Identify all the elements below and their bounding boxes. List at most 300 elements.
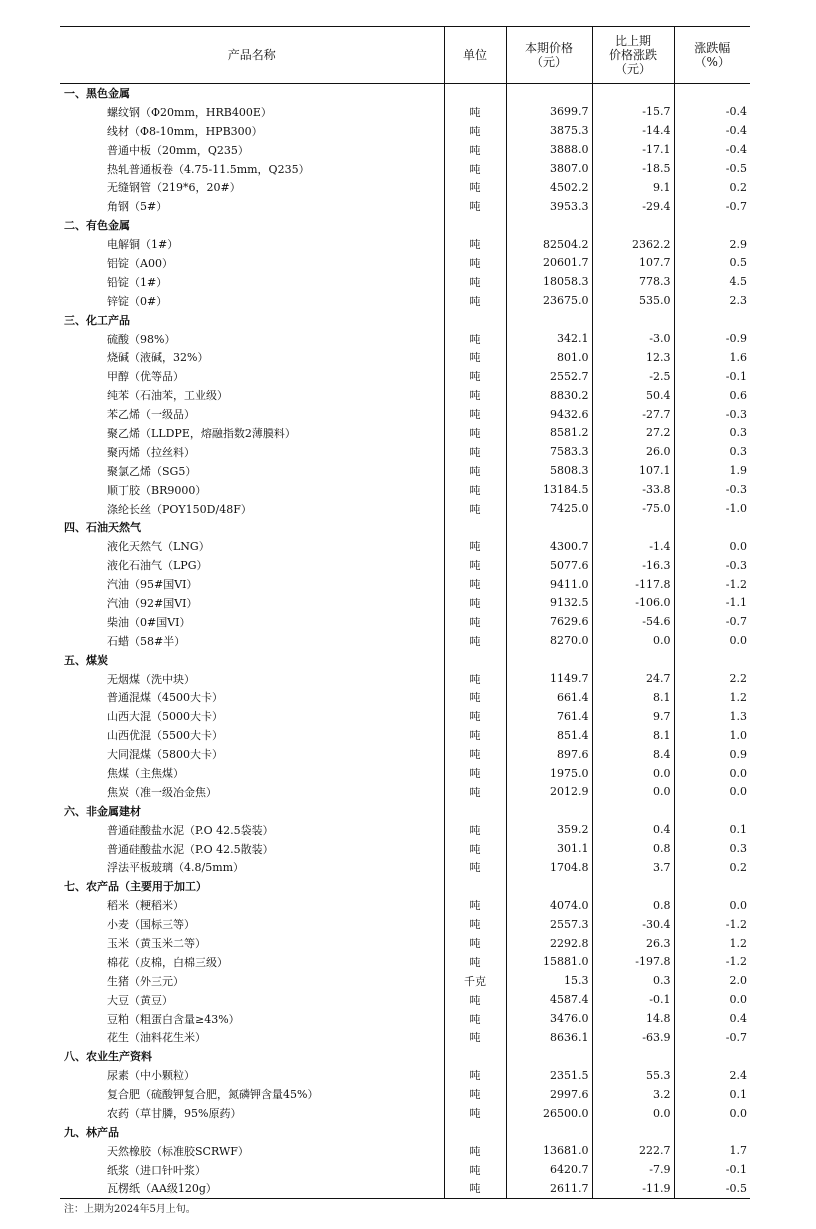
price-change-cell: 778.3 [592,272,674,291]
change-percent-cell: 0.3 [674,839,750,858]
change-percent-cell: 0.1 [674,1085,750,1104]
price-cell: 661.4 [506,688,592,707]
unit-cell: 吨 [444,272,506,291]
product-name-cell: 焦煤（主焦煤） [107,767,184,780]
product-name-cell: 液化石油气（LPG） [107,559,208,573]
price-change-cell: -75.0 [592,499,674,518]
product-name-cell: 纯苯（石油苯，工业级） [107,389,228,403]
unit-cell: 吨 [444,424,506,443]
change-percent-cell: 0.9 [674,745,750,764]
price-cell: 4074.0 [506,896,592,915]
empty-cell [674,877,750,896]
empty-cell [444,310,506,329]
price-change-cell: 0.0 [592,631,674,650]
unit-cell: 吨 [444,952,506,971]
unit-cell: 吨 [444,537,506,556]
empty-cell [444,801,506,820]
price-cell: 1149.7 [506,669,592,688]
price-change-cell: 26.0 [592,442,674,461]
unit-cell: 吨 [444,291,506,310]
table-row [60,1104,750,1123]
price-change-cell: 535.0 [592,291,674,310]
price-change-cell: -15.7 [592,102,674,121]
table-row [60,1085,750,1104]
table-row [60,839,750,858]
empty-cell [444,1047,506,1066]
price-cell: 359.2 [506,820,592,839]
header-price-change-line1: 比上期 [614,34,651,48]
empty-cell [674,650,750,669]
price-cell: 3888.0 [506,140,592,159]
category-title: 九、林产品 [64,1125,119,1139]
header-change-percent-line: 涨跌幅 [694,41,731,55]
price-cell: 761.4 [506,707,592,726]
table-row [60,405,750,424]
table-row [60,140,750,159]
unit-cell: 吨 [444,1009,506,1028]
price-cell: 801.0 [506,348,592,367]
change-percent-cell: -0.5 [674,1179,750,1198]
header-current-price-line: 本期价格 [524,41,573,55]
change-percent-cell: 0.6 [674,386,750,405]
change-percent-cell: 0.4 [674,1009,750,1028]
unit-cell: 吨 [444,556,506,575]
table-row [60,499,750,518]
product-name-cell: 稻米（粳稻米） [107,899,184,913]
table-row [60,272,750,291]
price-cell: 2997.6 [506,1085,592,1104]
unit-cell: 吨 [444,820,506,839]
empty-cell [592,1122,674,1141]
price-table [60,26,750,1199]
unit-cell: 吨 [444,254,506,273]
change-percent-cell: 2.4 [674,1066,750,1085]
empty-cell [506,1122,592,1141]
price-cell: 342.1 [506,329,592,348]
price-change-cell: -33.8 [592,480,674,499]
change-percent-cell: 2.3 [674,291,750,310]
price-cell: 3476.0 [506,1009,592,1028]
unit-cell: 吨 [444,990,506,1009]
table-row [60,971,750,990]
product-name-cell: 电解铜（1#） [107,238,179,252]
price-change-cell: -1.4 [592,537,674,556]
product-name-cell: 顺丁胶（BR9000） [107,483,207,497]
category-row [60,801,750,820]
header-product-name: 产品名称 [60,27,444,84]
product-name-cell: 纸浆（进口针叶浆） [107,1163,206,1177]
change-percent-cell: 1.2 [674,934,750,953]
price-cell: 897.6 [506,745,592,764]
change-percent-cell: 0.0 [674,631,750,650]
table-row [60,669,750,688]
price-cell: 7425.0 [506,499,592,518]
unit-cell: 吨 [444,726,506,745]
price-change-cell: 107.1 [592,461,674,480]
unit-cell: 吨 [444,1066,506,1085]
empty-cell [444,216,506,235]
table-row [60,631,750,650]
category-title: 五、煤炭 [64,653,108,667]
price-cell: 3875.3 [506,121,592,140]
table-row [60,1160,750,1179]
table-row [60,235,750,254]
price-cell: 2012.9 [506,782,592,801]
product-name-cell: 铝锭（A00） [107,256,173,270]
unit-cell: 吨 [444,442,506,461]
unit-cell: 吨 [444,782,506,801]
empty-cell [674,84,750,103]
change-percent-cell: -0.7 [674,197,750,216]
empty-cell [674,1122,750,1141]
change-percent-cell: 0.0 [674,537,750,556]
unit-cell: 吨 [444,461,506,480]
unit-cell: 吨 [444,348,506,367]
product-name-cell: 热轧普通板卷（4.75-11.5mm，Q235） [107,162,310,176]
header-current-price-unit: （元） [530,55,567,69]
table-row [60,329,750,348]
price-change-cell: 0.0 [592,782,674,801]
category-row [60,84,750,103]
unit-cell: 吨 [444,159,506,178]
header-change-percent [674,27,750,84]
table-row [60,575,750,594]
category-title: 三、化工产品 [64,313,130,327]
change-percent-cell: -1.2 [674,575,750,594]
product-name-cell: 生猪（外三元） [107,974,184,988]
table-row [60,461,750,480]
category-row [60,1122,750,1141]
price-cell: 7583.3 [506,442,592,461]
price-cell: 6420.7 [506,1160,592,1179]
unit-cell: 吨 [444,745,506,764]
product-name-cell: 山西大混（5000大卡） [107,710,223,724]
footnote: 注：上期为2024年5月上旬。 [64,1204,196,1215]
change-percent-cell: 0.1 [674,820,750,839]
price-table-sheet [60,26,750,1199]
table-row [60,1141,750,1160]
product-name-cell: 普通硅酸盐水泥（P.O 42.5袋装） [107,823,274,837]
table-row [60,102,750,121]
change-percent-cell: 0.0 [674,896,750,915]
change-percent-cell: -0.3 [674,480,750,499]
category-row [60,650,750,669]
product-name-cell: 大同混煤（5800大卡） [107,748,223,762]
product-name-cell: 角钢（5#） [107,200,168,214]
unit-cell: 吨 [444,612,506,631]
empty-cell [506,84,592,103]
change-percent-cell: -1.2 [674,915,750,934]
product-name-cell: 普通中板（20mm，Q235） [107,143,249,157]
unit-cell: 吨 [444,1028,506,1047]
category-row [60,518,750,537]
table-row [60,1179,750,1198]
unit-cell: 吨 [444,631,506,650]
product-name-cell: 聚丙烯（拉丝料） [107,445,195,459]
unit-cell: 吨 [444,1141,506,1160]
price-cell: 7629.6 [506,612,592,631]
unit-cell: 吨 [444,235,506,254]
price-change-cell: 0.4 [592,820,674,839]
price-change-cell: 8.4 [592,745,674,764]
empty-cell [674,310,750,329]
price-change-cell: 9.7 [592,707,674,726]
category-title: 六、非金属建材 [64,804,141,818]
table-row [60,556,750,575]
table-row [60,254,750,273]
empty-cell [592,84,674,103]
price-cell: 2611.7 [506,1179,592,1198]
price-change-cell: 26.3 [592,934,674,953]
table-row [60,990,750,1009]
product-name-cell: 聚氯乙烯（SG5） [107,464,197,478]
unit-cell: 吨 [444,405,506,424]
change-percent-cell: -0.4 [674,121,750,140]
price-cell: 2292.8 [506,934,592,953]
price-cell: 9132.5 [506,594,592,613]
table-row [60,952,750,971]
change-percent-cell: -0.4 [674,140,750,159]
product-name-cell: 汽油（92#国VI） [107,596,198,610]
change-percent-cell: -1.0 [674,499,750,518]
product-name-cell: 锌锭（0#） [107,294,168,308]
price-cell: 26500.0 [506,1104,592,1123]
price-change-cell: -7.9 [592,1160,674,1179]
product-name-cell: 豆粕（粗蛋白含量≥43%） [107,1012,240,1026]
table-row [60,159,750,178]
change-percent-cell: 1.3 [674,707,750,726]
table-row [60,1028,750,1047]
unit-cell: 吨 [444,140,506,159]
price-change-cell: 12.3 [592,348,674,367]
empty-cell [444,518,506,537]
change-percent-cell: 0.0 [674,764,750,783]
price-cell: 2552.7 [506,367,592,386]
unit-cell: 吨 [444,367,506,386]
price-change-cell: 8.1 [592,688,674,707]
unit-cell: 吨 [444,329,506,348]
table-row [60,726,750,745]
price-change-cell: -14.4 [592,121,674,140]
price-cell: 8636.1 [506,1028,592,1047]
product-name-cell: 小麦（国标三等） [107,918,195,932]
price-change-cell: 107.7 [592,254,674,273]
category-title: 八、农业生产资料 [64,1050,152,1064]
change-percent-cell: 1.6 [674,348,750,367]
table-row [60,820,750,839]
category-title: 四、石油天然气 [64,521,141,535]
change-percent-cell: -0.4 [674,102,750,121]
price-cell: 8581.2 [506,424,592,443]
empty-cell [444,650,506,669]
empty-cell [592,877,674,896]
empty-cell [506,310,592,329]
table-row [60,612,750,631]
table-row [60,291,750,310]
price-cell: 3953.3 [506,197,592,216]
table-row [60,594,750,613]
price-cell: 2351.5 [506,1066,592,1085]
product-name-cell: 棉花（皮棉，白棉三级） [107,955,228,969]
empty-cell [592,801,674,820]
header-change-percent-unit: （%） [694,55,730,69]
table-row [60,480,750,499]
header-price-change-unit: （元） [614,62,651,76]
table-row [60,782,750,801]
price-change-cell: -197.8 [592,952,674,971]
price-change-cell: 55.3 [592,1066,674,1085]
table-row [60,442,750,461]
change-percent-cell: 2.9 [674,235,750,254]
product-name-cell: 玉米（黄玉米二等） [107,937,206,951]
change-percent-cell: 0.2 [674,178,750,197]
price-change-cell: 50.4 [592,386,674,405]
header-price-change-line2: 价格涨跌 [608,48,657,62]
price-change-cell: 3.2 [592,1085,674,1104]
table-row [60,178,750,197]
table-row [60,707,750,726]
table-row [60,386,750,405]
price-cell: 18058.3 [506,272,592,291]
price-change-cell: -17.1 [592,140,674,159]
product-name-cell: 瓦楞纸（AA级120g） [60,1179,444,1198]
price-cell: 15881.0 [506,952,592,971]
unit-cell: 千克 [444,971,506,990]
price-change-cell: -63.9 [592,1028,674,1047]
unit-cell: 吨 [444,102,506,121]
product-name-cell: 尿素（中小颗粒） [107,1069,195,1083]
table-row [60,348,750,367]
table-row [60,537,750,556]
change-percent-cell: 0.0 [674,782,750,801]
unit-cell: 吨 [444,1160,506,1179]
category-row [60,216,750,235]
unit-cell: 吨 [444,480,506,499]
price-change-cell: -106.0 [592,594,674,613]
change-percent-cell: -1.1 [674,594,750,613]
price-change-cell: 14.8 [592,1009,674,1028]
price-change-cell: -0.1 [592,990,674,1009]
table-row [60,197,750,216]
table-row [60,688,750,707]
empty-cell [592,518,674,537]
product-name-cell: 汽油（95#国VI） [107,578,198,592]
product-name-cell: 无缝钢管（219*6，20#） [107,181,241,195]
product-name-cell: 无烟煤（洗中块） [107,672,195,686]
unit-cell: 吨 [444,688,506,707]
unit-cell: 吨 [444,1085,506,1104]
change-percent-cell: 0.3 [674,442,750,461]
product-name-cell: 普通硅酸盐水泥（P.O 42.5散装） [107,842,274,856]
price-cell: 9411.0 [506,575,592,594]
price-change-cell: 222.7 [592,1141,674,1160]
category-title: 七、农产品（主要用于加工） [64,880,207,894]
change-percent-cell: -1.2 [674,952,750,971]
change-percent-cell: -0.7 [674,1028,750,1047]
price-change-cell: 0.8 [592,839,674,858]
change-percent-cell: 0.0 [674,1104,750,1123]
change-percent-cell: 4.5 [674,272,750,291]
price-change-cell: -117.8 [592,575,674,594]
change-percent-cell: -0.3 [674,405,750,424]
unit-cell: 吨 [444,499,506,518]
price-cell: 13681.0 [506,1141,592,1160]
empty-cell [506,801,592,820]
product-name-cell: 大豆（黄豆） [107,993,173,1007]
table-row [60,915,750,934]
empty-cell [444,84,506,103]
empty-cell [592,650,674,669]
table-header-row [60,27,750,84]
empty-cell [506,1047,592,1066]
unit-cell: 吨 [444,178,506,197]
price-cell: 4502.2 [506,178,592,197]
price-change-cell: 0.3 [592,971,674,990]
product-name-cell: 螺纹钢（Φ20mm，HRB400E） [107,105,272,119]
price-change-cell: -30.4 [592,915,674,934]
product-name-cell: 涤纶长丝（POY150D/48F） [107,502,252,516]
price-change-cell: -29.4 [592,197,674,216]
price-change-cell: -18.5 [592,159,674,178]
price-change-cell: 0.8 [592,896,674,915]
empty-cell [674,518,750,537]
unit-cell: 吨 [444,121,506,140]
header-price-change [592,27,674,84]
price-cell: 20601.7 [506,254,592,273]
product-name-cell: 复合肥（硫酸钾复合肥，氮磷钾含量45%） [107,1088,319,1102]
unit-cell: 吨 [444,764,506,783]
price-cell: 301.1 [506,839,592,858]
change-percent-cell: 2.2 [674,669,750,688]
price-change-cell: 0.0 [592,764,674,783]
product-name-cell: 聚乙烯（LLDPE，熔融指数2薄膜料） [107,426,296,440]
empty-cell [674,1047,750,1066]
price-cell: 5077.6 [506,556,592,575]
change-percent-cell: 1.7 [674,1141,750,1160]
product-name-cell: 烧碱（液碱，32%） [107,351,209,365]
product-name-cell: 甲醇（优等品） [107,370,184,384]
product-name-cell: 液化天然气（LNG） [107,540,210,554]
change-percent-cell: 1.9 [674,461,750,480]
unit-cell: 吨 [444,1179,506,1198]
product-name-cell: 石蜡（58#半） [107,634,186,648]
product-name-cell: 浮法平板玻璃（4.8/5mm） [107,861,245,875]
price-cell: 5808.3 [506,461,592,480]
unit-cell: 吨 [444,858,506,877]
table-row [60,858,750,877]
category-title: 二、有色金属 [64,219,130,233]
price-cell: 9432.6 [506,405,592,424]
category-row [60,310,750,329]
change-percent-cell: -0.3 [674,556,750,575]
product-name-cell: 普通混煤（4500大卡） [107,691,223,705]
price-change-cell: 2362.2 [592,235,674,254]
price-change-cell: -16.3 [592,556,674,575]
change-percent-cell: -0.1 [674,367,750,386]
unit-cell: 吨 [444,896,506,915]
change-percent-cell: -0.1 [674,1160,750,1179]
price-cell: 1975.0 [506,764,592,783]
empty-cell [592,1047,674,1066]
price-cell: 82504.2 [506,235,592,254]
product-name-cell: 山西优混（5500大卡） [107,729,223,743]
price-change-cell: 3.7 [592,858,674,877]
unit-cell: 吨 [444,839,506,858]
empty-cell [506,877,592,896]
change-percent-cell: 0.5 [674,254,750,273]
table-row [60,367,750,386]
product-name-cell: 天然橡胶（标准胶SCRWF） [107,1144,249,1158]
